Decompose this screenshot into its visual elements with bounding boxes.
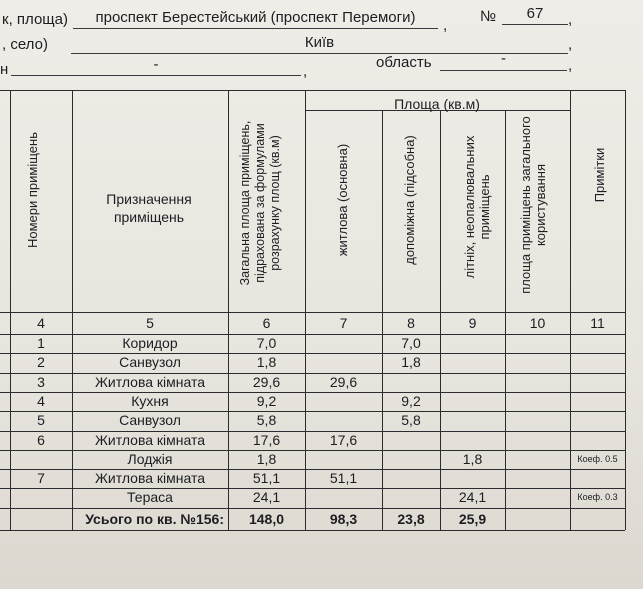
region-value: - [501, 50, 506, 67]
header-common: площа приміщень загального користування [518, 116, 548, 294]
cell-room-purpose: Санвузол [119, 412, 181, 429]
cell-room-purpose: Санвузол [119, 354, 181, 371]
street-underline [73, 28, 438, 29]
table-grid-line [0, 312, 625, 313]
district-underline [11, 75, 301, 76]
header-total-area: Загальна площа приміщень, підрахована за формулами розрахунку площ (кв.м) [238, 120, 282, 286]
cell-room-number: 2 [37, 354, 45, 371]
street-prefix-label: к, площа) [2, 11, 68, 28]
column-number: 5 [146, 315, 154, 331]
cell-aux-area: 7,0 [401, 335, 421, 351]
locality-prefix-label: , село) [2, 36, 48, 53]
cell-room-purpose: Житлова кімната [94, 431, 206, 448]
column-number: 8 [407, 315, 415, 331]
total-row-total-area: 148,0 [248, 510, 285, 527]
cell-room-purpose: Тераса [127, 489, 173, 506]
cell-aux-area: 1,8 [401, 354, 421, 371]
cell-total-area: 9,2 [256, 392, 277, 409]
cell-living-area: 17,6 [329, 431, 358, 448]
cell-total-area: 7,0 [256, 335, 277, 351]
cell-total-area: 1,8 [256, 354, 277, 371]
cell-total-area: 24,1 [252, 489, 281, 506]
cell-room-number: 5 [37, 412, 45, 429]
region-underline [440, 70, 567, 71]
header-notes: Примітки [592, 147, 607, 203]
district-prefix-label: н [0, 61, 9, 78]
number-value: 67 [526, 5, 544, 22]
cell-total-area: 17,6 [252, 431, 281, 448]
cell-room-purpose: Житлова кімната [94, 470, 206, 487]
locality-value: Київ [304, 34, 335, 51]
cell-room-number: 4 [37, 392, 45, 409]
column-number: 4 [37, 315, 45, 331]
cell-aux-area: 5,8 [401, 412, 421, 429]
cell-room-number: 1 [37, 335, 45, 351]
document-page: к, площа) проспект Берестейський (проспект Перемоги) , № 67 , , село) Київ , н - , область - , Номери приміщень Призначення приміщень Загальна площа приміщень, підрахована за формулами розрахунку площ (кв.м) Площа (кв.м) житлова (основна) допоміжна (підсобна) літніх, неопалювальних приміщень площа приміщень загального користування Примітки 4 5 6 7 8 9 10 11 1 Коридор 7,0 7,0 2 Санвузол 1,8 1,8 3 Житлова кімната 29,6 29,6 4 Кухня 9,2 9,2 5 Санвузол 5,8 5,8 6 Житлова кімната 17,6 17,6 Лоджія 1,8 1,8 Коеф. 0.5 7 Житлова кімната 51,1 51,1 Тераса 24,1 24,1 Коеф. 0.3 Усього по кв. №156: 148,0 98,3 23,8 25,9 [0, 0, 643, 589]
cell-summer-area: 24,1 [458, 489, 487, 506]
cell-room-purpose: Житлова кімната [94, 373, 206, 390]
total-row-aux-area: 23,8 [397, 510, 425, 527]
table-grid-line [0, 508, 625, 509]
header-room-numbers: Номери приміщень [25, 132, 40, 248]
cell-room-purpose: Коридор [122, 335, 178, 351]
cell-total-area: 1,8 [256, 450, 277, 467]
header-area-group: Площа (кв.м) [394, 96, 480, 112]
cell-note: Коеф. 0.3 [577, 492, 618, 503]
total-row-label: Усього по кв. №156: [85, 510, 224, 527]
header-living: житлова (основна) [335, 143, 350, 257]
cell-aux-area: 9,2 [401, 392, 421, 409]
total-row-living-area: 98,3 [329, 510, 358, 527]
cell-room-purpose: Лоджія [127, 450, 173, 467]
cell-summer-area: 1,8 [462, 450, 483, 467]
column-number: 11 [590, 315, 605, 331]
district-value: - [153, 56, 159, 73]
column-number: 7 [339, 315, 348, 331]
column-number: 10 [529, 315, 546, 331]
region-label: область [376, 54, 432, 71]
cell-room-purpose: Кухня [131, 392, 169, 409]
number-label: № [480, 8, 497, 25]
cell-living-area: 51,1 [329, 470, 358, 487]
total-row-summer-area: 25,9 [458, 510, 487, 527]
column-number: 9 [468, 315, 477, 331]
table-grid-line [305, 90, 306, 530]
cell-living-area: 29,6 [329, 373, 358, 390]
column-number: 6 [262, 315, 271, 331]
header-summer: літніх, неопалювальних приміщень [462, 135, 492, 279]
table-grid-line [0, 90, 625, 91]
street-value: проспект Берестейський (проспект Перемоги) [95, 9, 416, 26]
table-grid-line [10, 90, 11, 530]
cell-room-number: 7 [37, 470, 45, 487]
header-purpose: Призначення приміщень [106, 191, 192, 225]
header-auxiliary: допоміжна (підсобна) [402, 135, 417, 265]
cell-room-number: 6 [37, 431, 45, 448]
table-grid-line [0, 530, 625, 532]
cell-note: Коеф. 0.5 [577, 453, 618, 464]
number-underline [502, 24, 568, 25]
table-grid-line [625, 90, 626, 530]
cell-total-area: 5,8 [256, 412, 277, 429]
cell-room-number: 3 [37, 373, 45, 390]
cell-total-area: 29,6 [252, 373, 281, 390]
cell-total-area: 51,1 [252, 470, 281, 487]
